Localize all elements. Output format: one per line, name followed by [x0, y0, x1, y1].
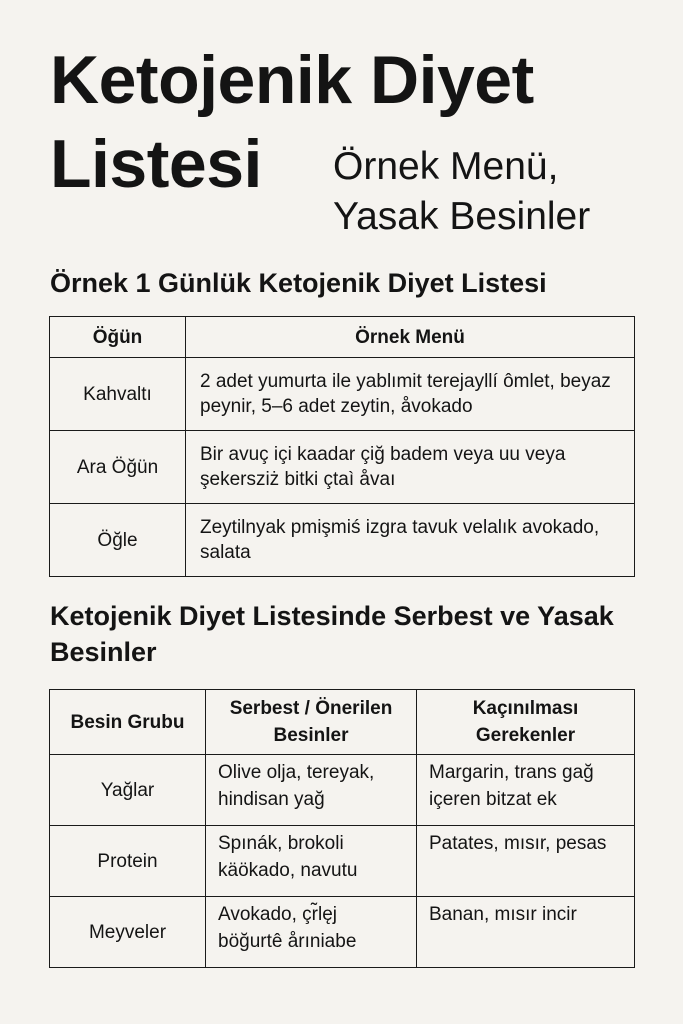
table-row	[50, 358, 635, 431]
foods-section-heading: Ketojenik Diyet Listesinde Serbest ve Yasak Besinler	[50, 601, 614, 667]
page-subtitle: Örnek Menü, Yasak Besinler	[333, 145, 591, 238]
meal-name: Kahvaltı	[50, 358, 186, 431]
allowed-forbidden-foods-table	[49, 689, 635, 968]
avoid-foods: Banan, mısır incir	[417, 897, 635, 968]
menu-section-heading: Örnek 1 Günlük Ketojenik Diyet Listesi	[50, 268, 547, 298]
allowed-foods: Spınák, brokoli käökado, navutu	[206, 826, 417, 897]
page-title-line-2: Listesi	[50, 126, 262, 202]
meal-name: Öğle	[50, 504, 186, 577]
food-group: Yağlar	[50, 755, 206, 826]
sample-menu-table	[49, 316, 635, 577]
table-row	[50, 897, 635, 968]
table-row	[50, 504, 635, 577]
page-title-line-1: Ketojenik Diyet	[50, 42, 534, 118]
column-header-menu: Örnek Menü	[186, 317, 635, 358]
allowed-foods: Olive olja, tereyak, hindisan yağ	[206, 755, 417, 826]
meal-name: Ara Öğün	[50, 431, 186, 504]
avoid-foods: Margarin, trans gağ içeren bitzat ek	[417, 755, 635, 826]
table-row	[50, 431, 635, 504]
food-group: Protein	[50, 826, 206, 897]
allowed-foods: Avokado, çr̃lęj böğurtê årıniabe	[206, 897, 417, 968]
column-header-food-group: Besin Grubu	[50, 690, 206, 755]
table-header-row	[50, 690, 635, 755]
meal-menu: Bir avuç içi kaadar çiğ badem veya uu veya şekersziż bitki çtaì åvaı	[186, 431, 635, 504]
meal-menu: 2 adet yumurta ile yablımit terejayllí ômlet, beyaz peynir, 5–6 adet zeytin, åvokado	[186, 358, 635, 431]
table-row	[50, 826, 635, 897]
column-header-allowed: Serbest / Önerilen Besinler	[206, 690, 417, 755]
table-row	[50, 755, 635, 826]
meal-menu: Zeytilnyak pmişmiś izgra tavuk velalık avokado, salata	[186, 504, 635, 577]
food-group: Meyveler	[50, 897, 206, 968]
avoid-foods: Patates, mısır, pesas	[417, 826, 635, 897]
column-header-avoid: Kaçınılması Gerekenler	[417, 690, 635, 755]
table-header-row	[50, 317, 635, 358]
column-header-meal: Öğün	[50, 317, 186, 358]
